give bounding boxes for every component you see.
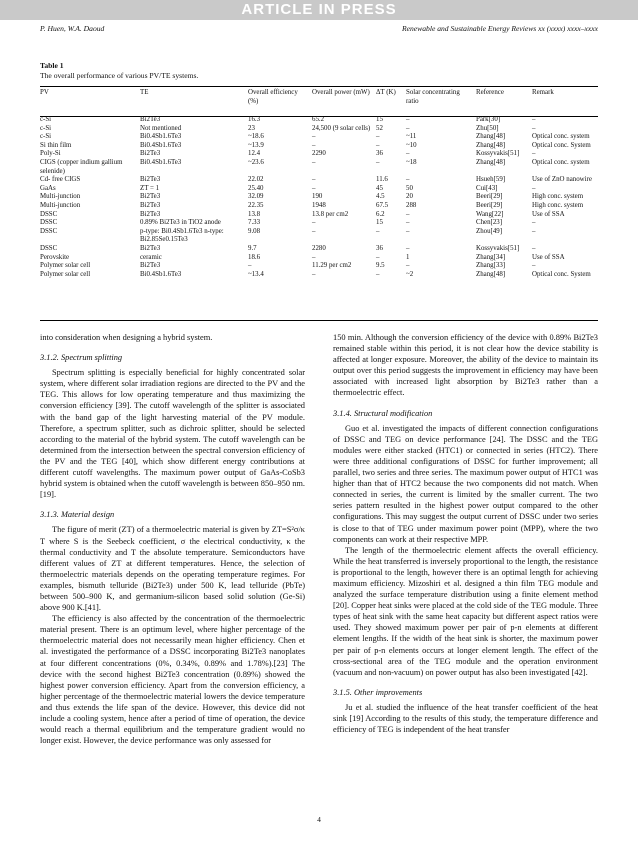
table-cell: –	[248, 262, 252, 270]
section-heading: 3.1.4. Structural modification	[333, 408, 433, 418]
table-cell: 1948	[312, 201, 326, 209]
table-cell: Zhang[33]	[476, 262, 506, 270]
table-bottom-rule	[40, 320, 598, 321]
table-cell: –	[376, 133, 380, 141]
table-cell: Zhang[48]	[476, 270, 506, 278]
table-cell: Si thin film	[40, 141, 72, 149]
table-cell: Zhou[49]	[476, 227, 503, 235]
table-cell: 4.5	[376, 193, 385, 201]
table-cell: 16.3	[248, 116, 261, 123]
table-cell: –	[376, 227, 380, 235]
table-cell: Kossyvakis[51]	[476, 244, 520, 252]
table-cell: Use of SSA	[532, 253, 565, 261]
table-cell: Bi0.4Sb1.6Te3	[140, 133, 182, 141]
table-cell: 22.02	[248, 176, 264, 184]
table-cell: GaAs	[40, 184, 56, 192]
section-heading: 3.1.3. Material design	[40, 510, 115, 520]
table-cell: DSSC	[40, 244, 58, 252]
table-cell: 1	[406, 253, 410, 261]
table-cell: High conc. system	[532, 201, 584, 209]
table-cell: Kossyvakis[51]	[476, 150, 520, 158]
article-in-press-banner: ARTICLE IN PRESS	[0, 0, 638, 20]
table-cell: –	[406, 210, 410, 218]
table-cell: 190	[312, 193, 323, 201]
table-cell: CIGS (copper indium gallium selenide)	[40, 158, 123, 175]
table-cell: High conc. system	[532, 193, 584, 201]
table-cell: 50	[406, 184, 413, 192]
table-cell: –	[312, 253, 316, 261]
table-row	[40, 245, 598, 254]
table-cell: –	[312, 219, 316, 227]
table-cell: ~18.6	[248, 133, 264, 141]
table-cell: –	[312, 227, 316, 235]
paragraph: Guo et al. investigated the impacts of different connection configurations of DSSC and TEG on device performance [24]. The DSSC and the TEG modules were either stacked (HTC1) or connected in series (HTC2). There were three additional configurations of DSSC for further improvement; all parallel, two series and three series. The maximum power output of HTC1 was higher than that of HTC2 because the two components did not match. When connected in series, the current is limited by the smaller current. The two series pattern resulted in the highest power output compared to the other configurations. This may suggest the output current of DSSC under two series is close to that of TEG under maximum power point (MPP), where the two components can work at their respective MPP.	[333, 423, 598, 544]
table-cell: Zhang[34]	[476, 253, 506, 261]
table-cell: Cui[43]	[476, 184, 498, 192]
table-row	[40, 262, 598, 271]
table-cell: 25.40	[248, 184, 264, 192]
table-cell: –	[406, 124, 410, 132]
table-cell: ~11	[406, 133, 417, 141]
table-top-rule	[40, 86, 598, 87]
table-label: Table 1	[40, 61, 64, 70]
table-cell: 288	[406, 201, 417, 209]
table-cell: –	[376, 158, 380, 166]
table-cell: Use of ZnO nanowire	[532, 176, 592, 184]
section-heading: 3.1.2. Spectrum splitting	[40, 353, 123, 363]
table-cell: Beeri[29]	[476, 201, 503, 209]
paragraph: The figure of merit (ZT) of a thermoelectric material is given by ZT=S²σ/κ T where S is the Seebeck coefficient, σ the electrical conductivity, κ the thermal conductivity and T the absolute temperature. Semiconductors have different values of ZT at different temperatures. Hence, the selection of thermoelectric materials depends on the operating temperature regimes. For examples, bismuth telluride (Bi2Te3) under 500 K, lead telluride (PbTe) between 500–900 K, and germanium-silicon based solid solution (Ge-Si) above 900 K.[41].	[40, 525, 305, 613]
paragraph: The length of the thermoelectric element affects the overall efficiency. While the heat transferred is inversely proportional to the length, the resistance is proportional to the length, however there is an optimal length for achieving maximum efficiency. Mizoshiri et al. designed a thin film TEG module and analyzed the surface temperature distribution using a finite element method [20]. Copper heat sinks were placed at the cold side of the TEG module. Three types of heat sink with the same heat capacity but different aspect ratios were used. They showed maximum power per pair of p-n elements at different element lengths. If the width of the heat sink is shorter, the maximum power per pair of p-n elements occurs at longer element length. The effect of the cross-sectional area of the TEG module and the operation environment (vacuum and non-vacuum) on power output has also been investigated [42].	[333, 545, 598, 677]
table-cell: 67.5	[376, 201, 389, 209]
table-cell: ~2	[406, 270, 414, 278]
table-cell: Bi2Te3	[140, 244, 161, 252]
running-head-authors: P. Huen, W.A. Daoud	[40, 24, 105, 33]
table-cell: 11.6	[376, 176, 388, 184]
column-header: Overall efficiency (%)	[248, 89, 298, 105]
running-head-journal: Renewable and Sustainable Energy Reviews xx (xxxx) xxxx–xxxx	[402, 24, 598, 33]
column-header: TE	[140, 89, 149, 96]
paragraph: The efficiency is also affected by the concentration of the thermoelectric material present. There is an optimum level, where higher percentage of the thermoelectric material does not necessarily mean higher efficiency. Chen et al. investigated the performance of a DSSC incorporating Bi2Te3 nanoplates at four different concentrations (0%, 0.34%, 0.89% and 1.78%).[23] The device with the second highest Bi2Te3 concentration (0.89%) showed the highest power conversion efficiency. Apart from the conversion efficiency, a higher percentage of the thermoelectric material lowers the device temperature and thus extends the life span of the device. However, this device did not include a cooling system, hence after a period of time of operation, the device would reach a thermal equilibrium and the temperature gradient would no longer exist. However, the device performance was only assessed for	[40, 614, 305, 746]
table-cell: Zhang[48]	[476, 158, 506, 166]
table-cell: –	[532, 219, 536, 227]
table-cell: ~10	[406, 141, 417, 149]
table-cell: 9.08	[248, 227, 261, 235]
table-cell: –	[406, 262, 410, 270]
table-cell: –	[312, 176, 316, 184]
table-cell: ~23.6	[248, 158, 264, 166]
table-cell: Optical conc. System	[532, 270, 591, 278]
table-cell: c-Si	[40, 116, 52, 123]
table-cell: –	[532, 150, 536, 158]
table-cell: –	[312, 270, 316, 278]
table-cell: –	[406, 219, 410, 227]
table-row	[40, 125, 598, 134]
table-cell: Bi2Te3	[140, 201, 161, 209]
table-cell: Optical conc. system	[532, 158, 590, 166]
table-cell: Chen[23]	[476, 219, 503, 227]
table-row	[40, 176, 598, 185]
page-number: 4	[317, 815, 321, 824]
table-cell: –	[406, 150, 410, 158]
table-cell: –	[532, 124, 536, 132]
table-cell: Beeri[29]	[476, 193, 503, 201]
table-cell: –	[532, 227, 536, 235]
table-cell: 11.29 per cm2	[312, 262, 352, 270]
table-cell: Bi2Te3	[140, 116, 161, 123]
table-cell: 9.5	[376, 262, 385, 270]
table-cell: ~13.9	[248, 141, 264, 149]
table-cell: Perovskite	[40, 253, 70, 261]
table-row	[40, 202, 598, 211]
table-cell: 52	[376, 124, 383, 132]
table-cell: 7.33	[248, 219, 261, 227]
table-cell: Bi2Te3	[140, 176, 161, 184]
column-header: Reference	[476, 89, 504, 96]
table-cell: –	[312, 133, 316, 141]
table-cell: –	[532, 116, 536, 123]
table-cell: Hsueh[59]	[476, 176, 506, 184]
table-row	[40, 228, 598, 245]
table-row	[40, 185, 598, 194]
performance-table	[40, 89, 598, 279]
table-cell: Bi0.4Sb1.6Te3	[140, 141, 182, 149]
table-cell: Zhang[48]	[476, 133, 506, 141]
paragraph: into consideration when designing a hybrid system.	[40, 333, 213, 342]
table-cell: Polymer solar cell	[40, 262, 91, 270]
table-caption: The overall performance of various PV/TE systems.	[40, 71, 199, 80]
table-cell: Not mentioned	[140, 124, 182, 132]
table-cell: Poly-Si	[40, 150, 61, 158]
table-cell: 9.7	[248, 244, 257, 252]
table-cell: Bi2Te3	[140, 150, 161, 158]
table-cell: DSSC	[40, 227, 58, 235]
table-cell: 15	[376, 116, 383, 123]
column-header: PV	[40, 89, 49, 96]
table-cell: Bi0.4Sb1.6Te3	[140, 270, 182, 278]
table-cell: Bi2Te3	[140, 193, 161, 201]
table-cell: 2280	[312, 244, 326, 252]
table-header-row	[40, 89, 598, 116]
table-cell: 23	[248, 124, 255, 132]
table-cell: –	[406, 227, 410, 235]
table-cell: 36	[376, 150, 383, 158]
table-row	[40, 159, 598, 176]
table-cell: Bi0.4Sb1.6Te3	[140, 158, 182, 166]
table-cell: 13.8	[248, 210, 261, 218]
table-cell: Polymer solar cell	[40, 270, 91, 278]
table-cell: Cd- free CIGS	[40, 176, 81, 184]
table-cell: –	[376, 270, 380, 278]
table-cell: 32.09	[248, 193, 264, 201]
table-row	[40, 142, 598, 151]
table-cell: –	[376, 141, 380, 149]
table-cell: 65.2	[312, 116, 325, 123]
table-cell: 18.6	[248, 253, 261, 261]
paragraph: 150 min. Although the conversion efficiency of the device with 0.89% Bi2Te3 remained stable within this period, it is not clear how the device stability is affected at longer exposure. Moreover, the ability of the device to maintain its output over this period suggests the improvement in efficiency may have been associated with increased light absorption by Bi2Te3 rather than a thermoelectric effect.	[333, 333, 598, 398]
table-cell: ceramic	[140, 253, 162, 261]
table-cell: –	[312, 184, 316, 192]
table-cell: c-Si	[40, 124, 52, 132]
table-cell: 2290	[312, 150, 326, 158]
table-cell: –	[532, 184, 536, 192]
table-cell: –	[532, 262, 536, 270]
column-header: Remark	[532, 89, 554, 96]
table-cell: –	[312, 158, 316, 166]
table-cell: 12.4	[248, 150, 261, 158]
table-cell: –	[532, 244, 536, 252]
table-cell: Optical conc. System	[532, 141, 591, 149]
column-header: Overall power (mW)	[312, 89, 370, 96]
table-cell: 15	[376, 219, 383, 227]
table-row	[40, 219, 598, 228]
table-cell: Wang[22]	[476, 210, 504, 218]
table-cell: p-type: Bi0.4Sb1.6Te3 n-type: Bi2.85Se0.15Te3	[140, 227, 224, 244]
table-cell: –	[376, 253, 380, 261]
table-row	[40, 211, 598, 220]
table-cell: DSSC	[40, 219, 58, 227]
left-column	[40, 332, 305, 746]
table-cell: Optical conc. system	[532, 133, 590, 141]
table-cell: ZT = 1	[140, 184, 160, 192]
table-cell: –	[406, 176, 410, 184]
table-cell: ~18	[406, 158, 417, 166]
table-cell: c-Si	[40, 133, 52, 141]
table-row	[40, 193, 598, 202]
table-row	[40, 271, 598, 280]
table-cell: 45	[376, 184, 383, 192]
table-cell: Park[30]	[476, 116, 501, 123]
table-cell: 22.35	[248, 201, 264, 209]
table-cell: Use of SSA	[532, 210, 565, 218]
table-cell: –	[406, 116, 410, 123]
table-cell: 24,500 (9 solar cells)	[312, 124, 371, 132]
right-column	[333, 332, 598, 735]
table-cell: Zhang[48]	[476, 141, 506, 149]
table-cell: Bi2Te3	[140, 262, 161, 270]
table-cell: Zhu[50]	[476, 124, 499, 132]
table-cell: Multi-junction	[40, 201, 81, 209]
column-header: Solar concentrating ratio	[406, 89, 460, 105]
table-cell: 20	[406, 193, 413, 201]
table-cell: 13.8 per cm2	[312, 210, 349, 218]
table-cell: 0.89% Bi2Te3 in TiO2 anode	[140, 219, 221, 227]
table-cell: 36	[376, 244, 383, 252]
table-row	[40, 150, 598, 159]
table-cell: Multi-junction	[40, 193, 81, 201]
table-row	[40, 254, 598, 263]
table-cell: 6.2	[376, 210, 385, 218]
table-cell: –	[312, 141, 316, 149]
table-cell: Bi2Te3	[140, 210, 161, 218]
table-row	[40, 133, 598, 142]
paragraph: Spectrum splitting is especially beneficial for highly concentrated solar system, where different solar irradiation regions are directed to the PV and the TEG. This allows for low operating temperature and thus maximizing the conversion efficiency [39]. The cutoff wavelength of the splitter is associated with the band gap of the light harvesting material of the PV module. Therefore, a spectrum splitter, such as dichroic splitter, should be selected according to the material of the hybrid system. The cutoff wavelength can be determined from the intersection between the spectral conversion efficiency of the PV and the TEG [40], which show different energy contributions at different cutoff wavelengths. The maximum power output of GaAs-CoSb3 hybrid system is obtained when the cutoff wavelength is between 850–950 nm.[19].	[40, 368, 306, 500]
table-cell: DSSC	[40, 210, 58, 218]
paragraph: Ju et al. studied the influence of the heat transfer coefficient of the heat sink [19] According to the results of this study, the temperature difference and efficiency of TEG is independent of the heat transfer	[333, 702, 598, 735]
column-header: ΔT (K)	[376, 89, 396, 96]
table-cell: ~13.4	[248, 270, 264, 278]
table-row	[40, 116, 598, 125]
section-heading: 3.1.5. Other improvements	[333, 687, 423, 697]
table-cell: –	[406, 244, 410, 252]
